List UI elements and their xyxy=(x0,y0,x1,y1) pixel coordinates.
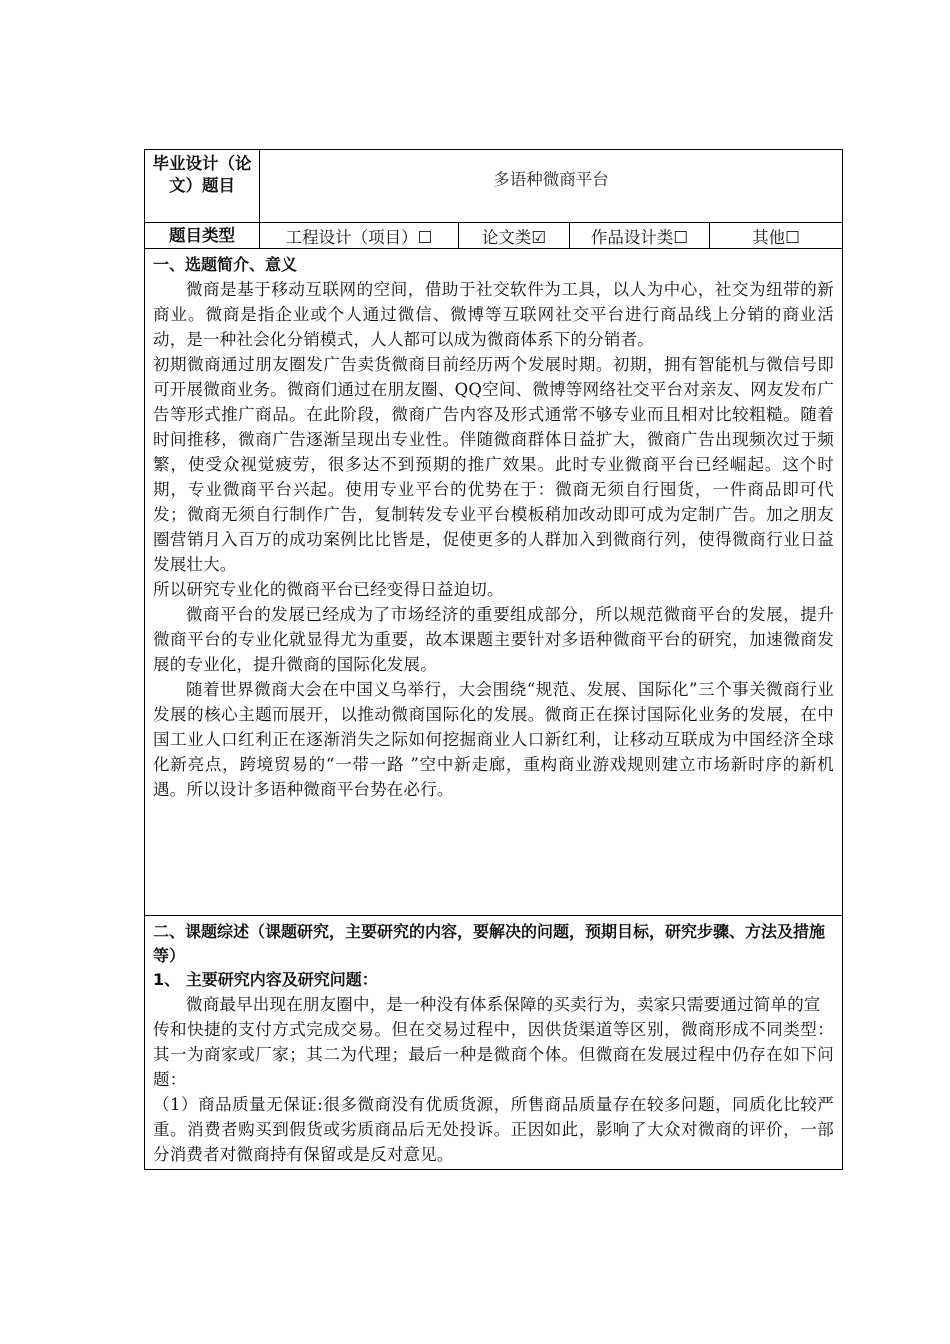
section2-paragraph: （1）商品质量无保证:很多微商没有优质货源，所售商品质量存在较多问题，同质化比较严重。消费者购买到假货或劣质商品后无处投诉。正因如此，影响了大众对微商的评价，一部分消费者对微商持有保留或是反对意见。 xyxy=(153,1095,834,1164)
thesis-title: 多语种微商平台 xyxy=(493,170,609,189)
type-option-thesis[interactable]: 论文类☑ xyxy=(459,223,570,249)
section1-heading: 一、选题简介、意义 xyxy=(153,255,298,274)
type-option-engineering[interactable]: 工程设计（项目）☐ xyxy=(260,223,459,249)
type-label: 题目类型 xyxy=(145,223,260,249)
section1-row xyxy=(145,249,843,916)
section2-cell xyxy=(145,916,843,1170)
section1-paragraph: 随着世界微商大会在中国义乌举行，大会围绕“规范、发展、国际化”三个事关微商行业发展的核心主题而展开，以推动微商国际化的发展。微商正在探讨国际化业务的发展，在中国工业人口红利正在逐渐消失之际如何挖掘商业人口新红利，让移动互联成为中国经济全球化新亮点，跨境贸易的“一带一路 ”空中新走廊，重构商业游戏规则建立市场新时序的新机遇。所以设计多语种微商平台势在必行。 xyxy=(153,680,834,799)
title-value-cell xyxy=(260,150,843,223)
section1-paragraph: 微商平台的发展已经成为了市场经济的重要组成部分，所以规范微商平台的发展，提升微商平台的专业化就显得尤为重要，故本课题主要针对多语种微商平台的研究，加速微商发展的专业化，提升微商的国际化发展。 xyxy=(153,605,834,674)
title-label: 毕业设计（论文）题目 xyxy=(152,154,252,195)
proposal-table xyxy=(144,149,843,1170)
type-option-other[interactable]: 其他☐ xyxy=(710,223,843,249)
section1-paragraph: 初期微商通过朋友圈发广告卖货微商目前经历两个发展时期。初期，拥有智能机与微信号即可开展微商业务。微商们通过在朋友圈、QQ空间、微博等网络社交平台对亲友、网友发布广告等形式推广商品。在此阶段，微商广告内容及形式通常不够专业而且相对比较粗糙。随着时间推移，微商广告逐渐呈现出专业性。伴随微商群体日益扩大，微商广告出现频次过于频繁，使受众视觉疲劳，很多达不到预期的推广效果。此时专业微商平台已经崛起。这个时期，专业微商平台兴起。使用专业平台的优势在于：微商无须自行囤货，一件商品即可代发；微商无须自行制作广告，复制转发专业平台模板稍加改动即可成为定制广告。加之朋友圈营销月入百万的成功案例比比皆是，促使更多的人群加入到微商行列，使得微商行业日益发展壮大。 xyxy=(153,355,834,574)
type-option-work-design[interactable]: 作品设计类☐ xyxy=(570,223,710,249)
title-label-cell xyxy=(145,150,260,223)
section2-paragraph: 微商最早出现在朋友圈中，是一种没有体系保障的买卖行为，卖家只需要通过简单的宣 xyxy=(186,995,821,1014)
section2-heading: 二、课题综述（课题研究，主要研究的内容，要解决的问题，预期目标，研究步骤、方法及措施等） xyxy=(153,922,826,965)
section1-paragraph: 所以研究专业化的微商平台已经变得日益迫切。 xyxy=(153,580,504,599)
section1-cell xyxy=(145,249,843,916)
section1-paragraph: 微商是基于移动互联网的空间，借助于社交软件为工具，以人为中心，社交为纽带的新商业。微商是指企业或个人通过微信、微博等互联网社交平台进行商品线上分销的商业活动，是一种社会化分销模式，人人都可以成为微商体系下的分销者。 xyxy=(153,280,834,349)
title-row xyxy=(145,150,843,223)
section2-subheading: 1、 主要研究内容及研究问题： xyxy=(153,970,378,989)
section2-row xyxy=(145,916,843,1170)
section2-paragraph: 传和快捷的支付方式完成交易。但在交易过程中，因供货渠道等区别，微商形成不同类型：其一为商家或厂家；其二为代理；最后一种是微商个体。但微商在发展过程中仍存在如下问题： xyxy=(153,1020,834,1089)
type-row xyxy=(145,223,843,249)
